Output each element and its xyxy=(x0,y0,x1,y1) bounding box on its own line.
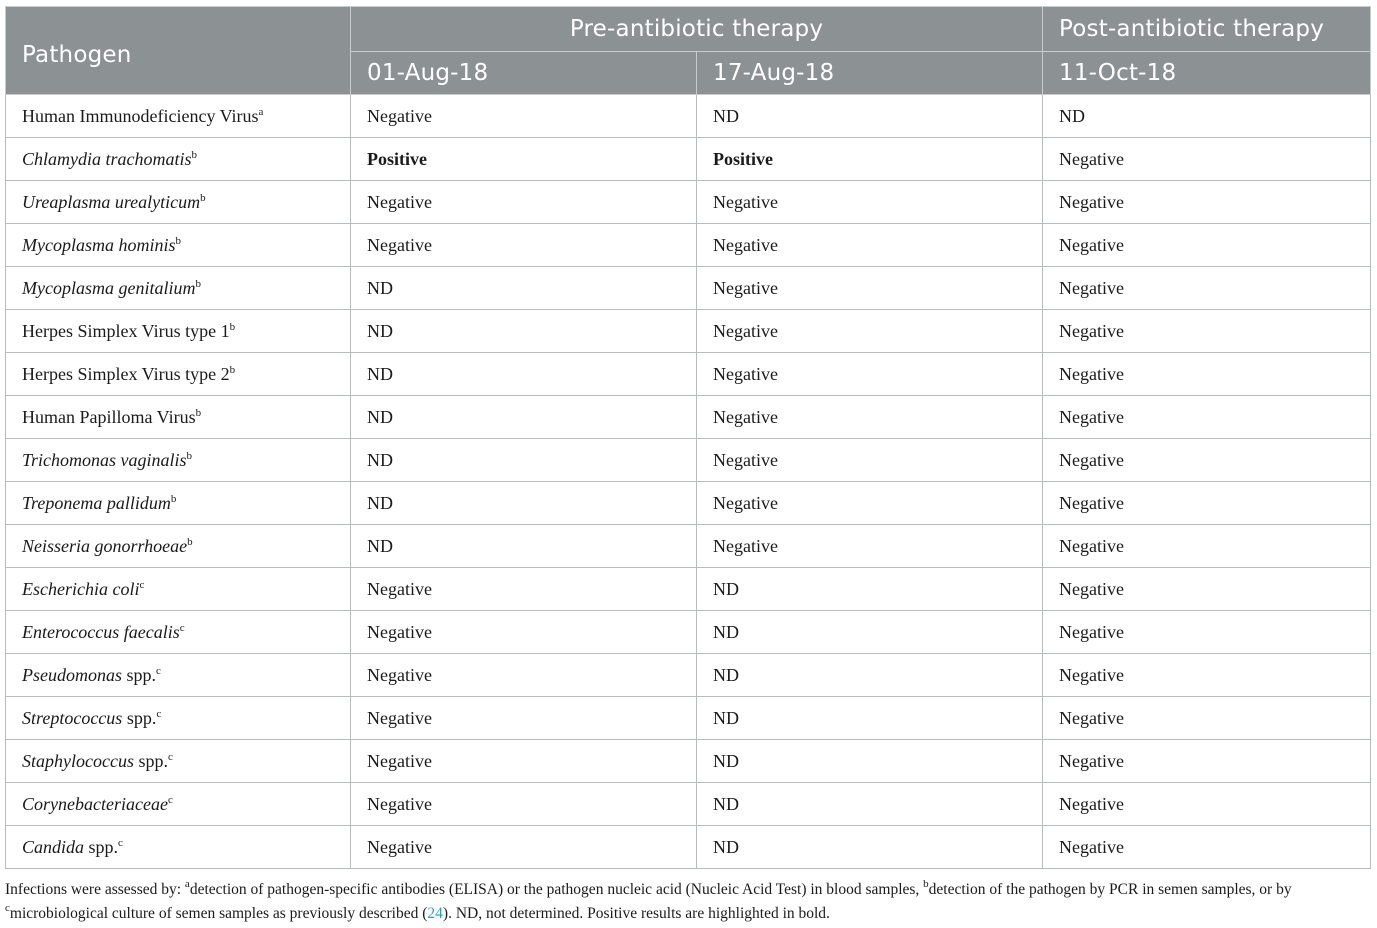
header-post-antibiotic: Post-antibiotic therapy xyxy=(1043,7,1371,52)
result-cell-1: ND xyxy=(351,396,697,439)
pathogen-cell xyxy=(6,568,351,611)
pathogen-name: Ureaplasma urealyticum xyxy=(22,191,201,212)
result-cell-3: Negative xyxy=(1043,826,1371,869)
table-row xyxy=(6,568,1371,611)
result-cell-2: ND xyxy=(697,783,1043,826)
result-cell-2: ND xyxy=(697,740,1043,783)
pathogen-suffix: spp. xyxy=(122,707,157,728)
result-cell-3: Negative xyxy=(1043,310,1371,353)
pathogen-cell xyxy=(6,826,351,869)
footnote-tail: ). ND, not determined. Positive results are highlighted in bold. xyxy=(442,905,830,922)
pathogen-name: Herpes Simplex Virus type 1 xyxy=(22,320,230,341)
result-cell-1: Positive xyxy=(351,138,697,181)
result-cell-1: ND xyxy=(351,439,697,482)
pathogen-cell xyxy=(6,697,351,740)
table-footnote xyxy=(5,878,1373,926)
table-row xyxy=(6,138,1371,181)
table-row xyxy=(6,740,1371,783)
reference-link[interactable]: 24 xyxy=(427,905,443,922)
result-cell-1: Negative xyxy=(351,224,697,267)
footnote-marker: b xyxy=(195,406,202,419)
footnote-marker: b xyxy=(200,191,206,204)
result-cell-3: Negative xyxy=(1043,439,1371,482)
result-cell-1: ND xyxy=(351,353,697,396)
result-cell-1: Negative xyxy=(351,568,697,611)
pathogen-name: Chlamydia trachomatis xyxy=(22,148,192,169)
result-cell-2: Negative xyxy=(697,482,1043,525)
table-header xyxy=(6,7,1371,95)
pathogen-cell xyxy=(6,439,351,482)
result-cell-2: ND xyxy=(697,95,1043,138)
footnote-marker: b xyxy=(175,234,181,247)
pathogen-name: Treponema pallidum xyxy=(22,492,171,513)
result-cell-3: Negative xyxy=(1043,353,1371,396)
table-row xyxy=(6,353,1371,396)
pathogen-cell xyxy=(6,740,351,783)
pathogen-name: Candida xyxy=(22,836,85,857)
result-cell-2: ND xyxy=(697,611,1043,654)
pathogen-name: Pseudomonas xyxy=(22,664,122,685)
result-cell-3: Negative xyxy=(1043,224,1371,267)
pathogen-name: Streptococcus xyxy=(22,707,123,728)
header-pathogen: Pathogen xyxy=(6,7,351,95)
result-cell-2: ND xyxy=(697,826,1043,869)
pathogen-name: Enterococcus faecalis xyxy=(22,621,180,642)
result-cell-2: Negative xyxy=(697,525,1043,568)
footnote-marker: c xyxy=(167,793,173,806)
table-row xyxy=(6,783,1371,826)
pathogen-cell xyxy=(6,310,351,353)
results-table xyxy=(5,6,1371,869)
result-cell-2: Negative xyxy=(697,310,1043,353)
footnote-marker: b xyxy=(186,449,193,462)
footnote-marker: b xyxy=(191,148,197,161)
footnote-marker: a xyxy=(258,105,264,118)
table-row xyxy=(6,267,1371,310)
table-row xyxy=(6,95,1371,138)
footnote-marker: c xyxy=(118,836,123,849)
pathogen-name: Trichomonas vaginalis xyxy=(22,449,187,470)
pathogen-suffix: spp. xyxy=(84,836,119,857)
table-row xyxy=(6,396,1371,439)
pathogen-cell xyxy=(6,224,351,267)
result-cell-2: Negative xyxy=(697,396,1043,439)
result-cell-2: ND xyxy=(697,697,1043,740)
pathogen-cell xyxy=(6,138,351,181)
pathogen-name: Neisseria gonorrhoeae xyxy=(22,535,188,556)
footnote-marker: c xyxy=(156,664,161,677)
result-cell-1: Negative xyxy=(351,740,697,783)
pathogen-cell xyxy=(6,611,351,654)
pathogen-name: Staphylococcus xyxy=(22,750,134,771)
result-cell-2: ND xyxy=(697,654,1043,697)
pathogen-suffix: spp. xyxy=(133,750,168,771)
table-body xyxy=(6,95,1371,869)
result-cell-1: Negative xyxy=(351,783,697,826)
table-row xyxy=(6,654,1371,697)
result-cell-2: Negative xyxy=(697,224,1043,267)
result-cell-3: Negative xyxy=(1043,568,1371,611)
result-cell-3: Negative xyxy=(1043,525,1371,568)
result-cell-1: ND xyxy=(351,525,697,568)
result-cell-2: ND xyxy=(697,568,1043,611)
result-cell-3: Negative xyxy=(1043,783,1371,826)
pathogen-name: Mycoplasma hominis xyxy=(22,234,176,255)
result-cell-1: Negative xyxy=(351,181,697,224)
result-cell-3: Negative xyxy=(1043,267,1371,310)
table-row xyxy=(6,310,1371,353)
pathogen-cell xyxy=(6,396,351,439)
pathogen-name: Escherichia coli xyxy=(22,578,140,599)
footnote-marker: b xyxy=(229,320,236,333)
pathogen-name: Human Immunodeficiency Virus xyxy=(22,105,259,126)
result-cell-3: Negative xyxy=(1043,654,1371,697)
result-cell-3: Negative xyxy=(1043,396,1371,439)
footnote-lead: Infections were assessed by: xyxy=(5,881,185,898)
footnote-sup-c: c xyxy=(5,902,10,914)
table-row xyxy=(6,224,1371,267)
result-cell-1: Negative xyxy=(351,826,697,869)
footnote-marker: c xyxy=(139,578,145,591)
footnote-sup-a: a xyxy=(184,878,190,890)
result-cell-3: Negative xyxy=(1043,138,1371,181)
pathogen-cell xyxy=(6,353,351,396)
pathogen-cell xyxy=(6,525,351,568)
footnote-marker: c xyxy=(179,621,185,634)
result-cell-3: Negative xyxy=(1043,740,1371,783)
result-cell-2: Positive xyxy=(697,138,1043,181)
pathogen-name: Corynebacteriaceae xyxy=(22,793,168,814)
table-row xyxy=(6,482,1371,525)
pathogen-name: Mycoplasma genitalium xyxy=(22,277,196,298)
result-cell-2: Negative xyxy=(697,353,1043,396)
result-cell-3: Negative xyxy=(1043,181,1371,224)
footnote-marker: c xyxy=(167,750,173,763)
pathogen-cell xyxy=(6,783,351,826)
header-date-2: 17-Aug-18 xyxy=(697,52,1043,95)
footnote-marker: b xyxy=(229,363,236,376)
header-pre-antibiotic: Pre-antibiotic therapy xyxy=(351,7,1043,52)
pathogen-cell xyxy=(6,267,351,310)
table-row xyxy=(6,181,1371,224)
result-cell-2: Negative xyxy=(697,181,1043,224)
table-row xyxy=(6,525,1371,568)
result-cell-1: Negative xyxy=(351,95,697,138)
footnote-text-a: detection of pathogen-specific antibodies (ELISA) or the pathogen nucleic acid (Nucleic Acid Test) in blood samples, xyxy=(189,881,924,898)
result-cell-3: Negative xyxy=(1043,697,1371,740)
result-cell-2: Negative xyxy=(697,439,1043,482)
result-cell-1: ND xyxy=(351,267,697,310)
pathogen-cell xyxy=(6,654,351,697)
result-cell-1: Negative xyxy=(351,611,697,654)
pathogen-cell xyxy=(6,482,351,525)
pathogen-name: Herpes Simplex Virus type 2 xyxy=(22,363,230,384)
pathogen-suffix: spp. xyxy=(122,664,157,685)
footnote-marker: b xyxy=(195,277,201,290)
footnote-text-b: detection of the pathogen by PCR in semen samples, or by xyxy=(928,881,1292,898)
result-cell-3: Negative xyxy=(1043,482,1371,525)
pathogen-cell xyxy=(6,95,351,138)
table-row xyxy=(6,697,1371,740)
result-cell-2: Negative xyxy=(697,267,1043,310)
header-date-1: 01-Aug-18 xyxy=(351,52,697,95)
table-row xyxy=(6,439,1371,482)
footnote-marker: b xyxy=(170,492,177,505)
footnote-text-c: microbiological culture of semen samples as previously described ( xyxy=(9,905,428,922)
pathogen-name: Human Papilloma Virus xyxy=(22,406,196,427)
table-row xyxy=(6,826,1371,869)
footnote-marker: b xyxy=(187,535,193,548)
header-date-3: 11-Oct-18 xyxy=(1043,52,1371,95)
footnote-marker: c xyxy=(156,707,162,720)
result-cell-3: ND xyxy=(1043,95,1371,138)
result-cell-1: Negative xyxy=(351,697,697,740)
result-cell-1: Negative xyxy=(351,654,697,697)
result-cell-3: Negative xyxy=(1043,611,1371,654)
pathogen-cell xyxy=(6,181,351,224)
result-cell-1: ND xyxy=(351,482,697,525)
table-row xyxy=(6,611,1371,654)
result-cell-1: ND xyxy=(351,310,697,353)
footnote-sup-b: b xyxy=(923,878,929,890)
